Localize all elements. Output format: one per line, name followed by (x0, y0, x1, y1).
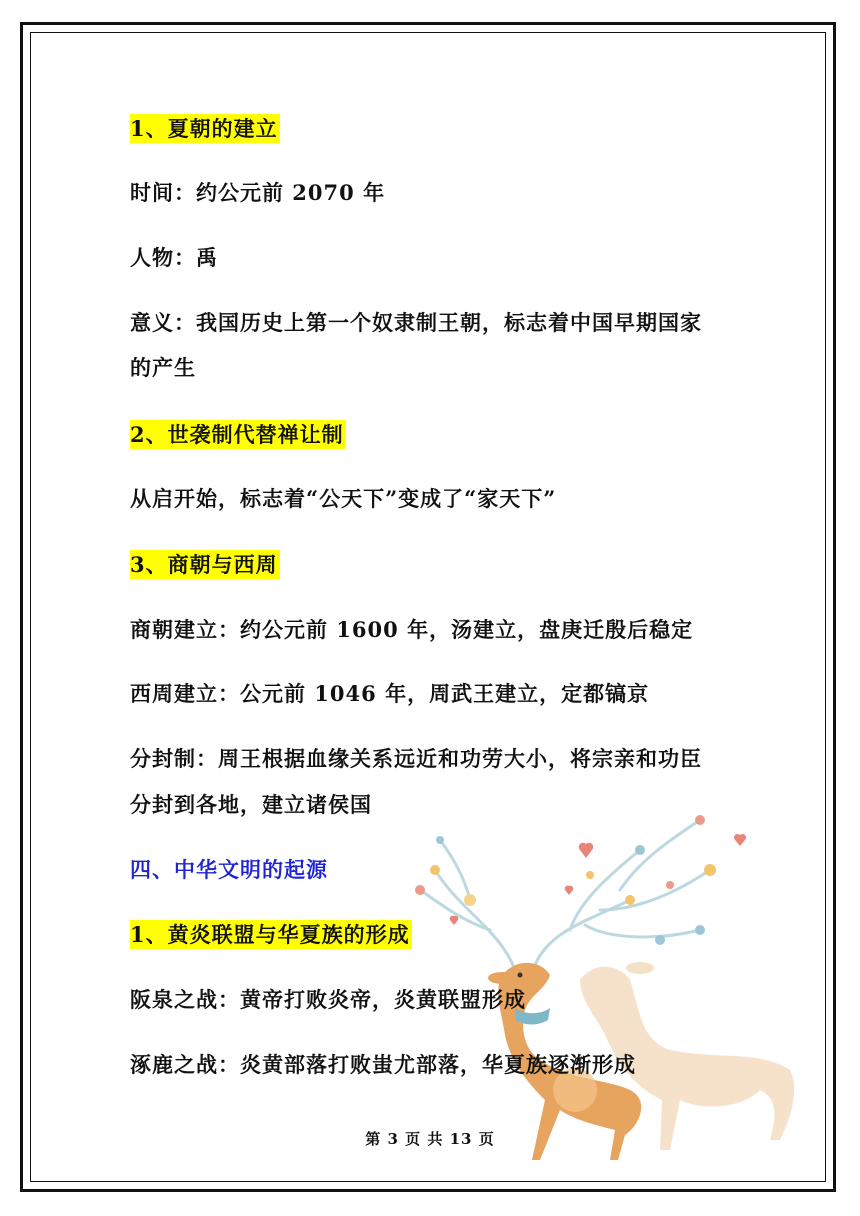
body-text: 涿鹿之战：炎黄部落打败蚩尤部落，华夏族逐渐形成 (130, 1052, 636, 1077)
body-text: 分封制：周王根据血缘关系远近和功劳大小，将宗亲和功臣 (130, 746, 702, 771)
section-heading: 2、世袭制代替禅让制 (130, 422, 344, 447)
chapter-heading: 四、中华文明的起源 (130, 857, 328, 882)
page-footer: 第 3 页 共 13 页 (365, 1130, 495, 1148)
body-text: 意义：我国历史上第一个奴隶制王朝，标志着中国早期国家 (130, 310, 702, 335)
deer-illustration (340, 780, 840, 1170)
body-text: 商朝建立：约公元前 1600 年，汤建立，盘庚迁殷后稳定 (130, 617, 694, 642)
body-text: 西周建立：公元前 1046 年，周武王建立，定都镐京 (130, 681, 650, 706)
body-text: 从启开始，标志着“公天下”变成了“家天下” (130, 486, 557, 511)
body-text: 阪泉之战：黄帝打败炎帝，炎黄联盟形成 (130, 987, 526, 1012)
body-text: 的产生 (130, 355, 196, 380)
section-heading: 1、黄炎联盟与华夏族的形成 (130, 922, 410, 947)
section-heading: 1、夏朝的建立 (130, 116, 278, 141)
section-heading: 3、商朝与西周 (130, 552, 278, 577)
body-text: 人物：禹 (130, 245, 218, 270)
body-text: 分封到各地，建立诸侯国 (130, 792, 372, 817)
body-text: 时间：约公元前 2070 年 (130, 180, 386, 205)
